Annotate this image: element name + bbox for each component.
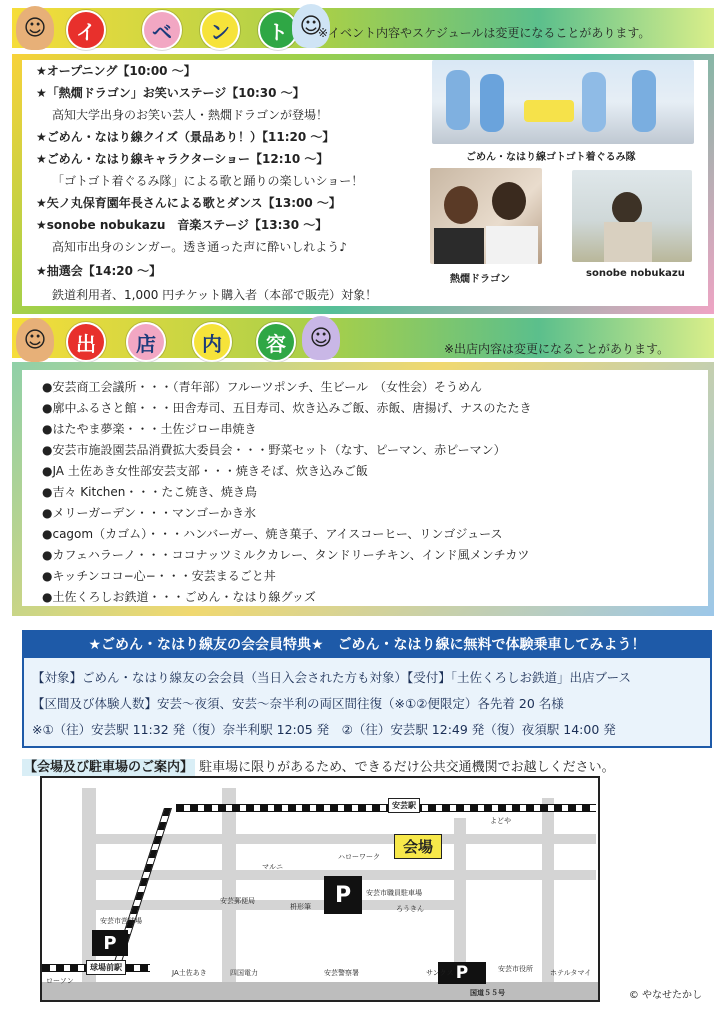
shop-item: ●廓中ふるさと館・・・田舎寿司、五目寿司、炊き込みご飯、赤飯、唐揚げ、ナスのたたき	[42, 401, 532, 415]
map-label: 安芸市職員駐車場	[366, 889, 422, 897]
shop-item: ●はたやま夢楽・・・土佐ジロー串焼き	[42, 422, 257, 436]
shop-item: ●吉々 Kitchen・・・たこ焼き、焼き鳥	[42, 485, 257, 499]
map-label: JA土佐あき	[172, 969, 207, 977]
event-line: 高知市出身のシンガー。透き通った声に酔いしれよう♪	[52, 240, 347, 254]
map-label: 四国電力	[230, 969, 258, 977]
shop-item: ●キッチンココ−心−・・・安芸まるごと丼	[42, 569, 276, 583]
map-label: ろうきん	[396, 905, 424, 913]
shop-item: ●メリーガーデン・・・マンゴーかき氷	[42, 506, 256, 520]
event-line: ★「熱燗ドラゴン」お笑いステージ【10:30 〜】	[36, 86, 305, 100]
map-label: ハローワーク	[338, 853, 380, 861]
benefit-title: ★ごめん・なはり線友の会会員特典★ ごめん・なはり線に無料で体験乗車してみよう！	[22, 630, 712, 658]
shop-item: ●安芸市施設園芸品消費拡大委員会・・・野菜セット（なす、ピーマン、赤ピーマン）	[42, 443, 506, 457]
singer-photo	[572, 170, 692, 262]
mascot-left-icon: ☺	[16, 6, 54, 50]
mascot-right-icon: ☺	[292, 4, 330, 48]
shop-item: ●JA 土佐あき女性部安芸支部・・・焼きそば、炊き込みご飯	[42, 464, 368, 478]
comedian-caption: 熱燗ドラゴン	[450, 274, 510, 285]
access-map	[40, 776, 600, 1002]
map-label: マルニ	[262, 863, 283, 871]
railway	[176, 804, 596, 812]
event-line: ★矢ノ丸保育園年長さんによる歌とダンス【13:00 〜】	[36, 196, 341, 210]
map-label: 安芸市営球場	[100, 917, 142, 925]
shop-item: ●土佐くろしお鉄道・・・ごめん・なはり線グッズ	[42, 590, 316, 604]
benefit-line: 【区間及び体験人数】安芸〜夜須、安芸〜奈半利の両区間往復（※①②便限定）各先着 20 名様	[32, 696, 564, 711]
map-label: 安芸警察署	[324, 969, 359, 977]
shop-title-char: 容	[256, 322, 296, 362]
shop-item: ●安芸商工会議所・・・（青年部）フルーツポンチ、生ビール （女性会）そうめん	[42, 380, 482, 394]
map-label: ホテルタマイ	[550, 969, 592, 977]
map-label: よどや	[490, 817, 511, 825]
map-label: ローソン	[46, 977, 74, 985]
shop-title-char: 内	[192, 322, 232, 362]
comedian-photo	[430, 168, 542, 264]
parking-icon: P	[438, 962, 486, 984]
event-line: ★sonobe nobukazu 音楽ステージ【13:30 〜】	[36, 218, 328, 232]
map-label: 安芸市役所	[498, 965, 533, 973]
singer-caption: sonobe nobukazu	[586, 268, 685, 279]
mascot-photo	[432, 60, 694, 144]
event-line: 「ゴトゴト着ぐるみ隊」による歌と踊りの楽しいショー！	[52, 174, 364, 188]
shop-item: ●カフェハラーノ・・・ココナッツミルクカレー、タンドリーチキン、インド風メンチカツ	[42, 548, 530, 562]
event-line: 鉄道利用者、1,000 円チケット購入者（本部で販売）対象！	[52, 288, 378, 302]
route-label: 国道５５号	[470, 989, 505, 997]
route-55-road	[42, 982, 598, 1000]
event-title-char: ン	[200, 10, 240, 50]
event-title-char: ト	[258, 10, 298, 50]
shop-item: ●cagom（カゴム）・・・ハンバーガー、焼き菓子、アイスコーヒー、リンゴジュース	[42, 527, 503, 541]
map-title	[22, 756, 615, 775]
mascot-caption: ごめん・なはり線ゴトゴト着ぐるみ隊	[466, 152, 636, 163]
event-title-char: ベ	[142, 10, 182, 50]
event-line: ★ごめん・なはり線クイズ（景品あり！）【11:20 〜】	[36, 130, 335, 144]
event-note: ※イベント内容やスケジュールは変更になることがあります。	[318, 26, 651, 40]
shop-note: ※出店内容は変更になることがあります。	[444, 342, 670, 356]
benefit-line: 【対象】ごめん・なはり線友の会会員（当日入会された方も対象）【受付】「土佐くろしお鉄道」出店ブース	[32, 670, 632, 685]
venue-marker: 会場	[394, 834, 442, 859]
parking-icon: P	[92, 930, 128, 956]
map-label: 枡形筆	[290, 903, 311, 911]
kyujomae-station: 球場前駅	[86, 960, 126, 975]
parking-icon: P	[324, 876, 362, 914]
copyright-credit: © やなせたかし	[628, 990, 702, 1001]
road	[96, 834, 596, 844]
map-title-note: 駐車場に限りがあるため、できるだけ公共交通機関でお越しください。	[195, 760, 615, 775]
mascot-left-icon: ☺	[16, 318, 54, 362]
shop-title-char: 出	[66, 322, 106, 362]
map-title-bold: 【会場及び駐車場のご案内】	[24, 760, 194, 775]
event-line: ★オープニング【10:00 〜】	[36, 64, 196, 78]
map-label: サンクス	[426, 969, 454, 977]
event-line: ★抽選会【14:20 〜】	[36, 264, 162, 278]
event-title-char: イ	[66, 10, 106, 50]
event-line: 高知大学出身のお笑い芸人・熱燗ドラゴンが登場！	[52, 108, 329, 122]
event-line: ★ごめん・なはり線キャラクターショー【12:10 〜】	[36, 152, 329, 166]
aki-station: 安芸駅	[388, 798, 420, 813]
shop-title-char: 店	[126, 322, 166, 362]
mascot-right-icon: ☺	[302, 316, 340, 360]
map-label: 安芸郵便局	[220, 897, 255, 905]
benefit-line: ※①（往）安芸駅 11:32 発（復）奈半利駅 12:05 発 ②（往）安芸駅 12:49 発（復）夜須駅 14:00 発	[32, 722, 616, 737]
